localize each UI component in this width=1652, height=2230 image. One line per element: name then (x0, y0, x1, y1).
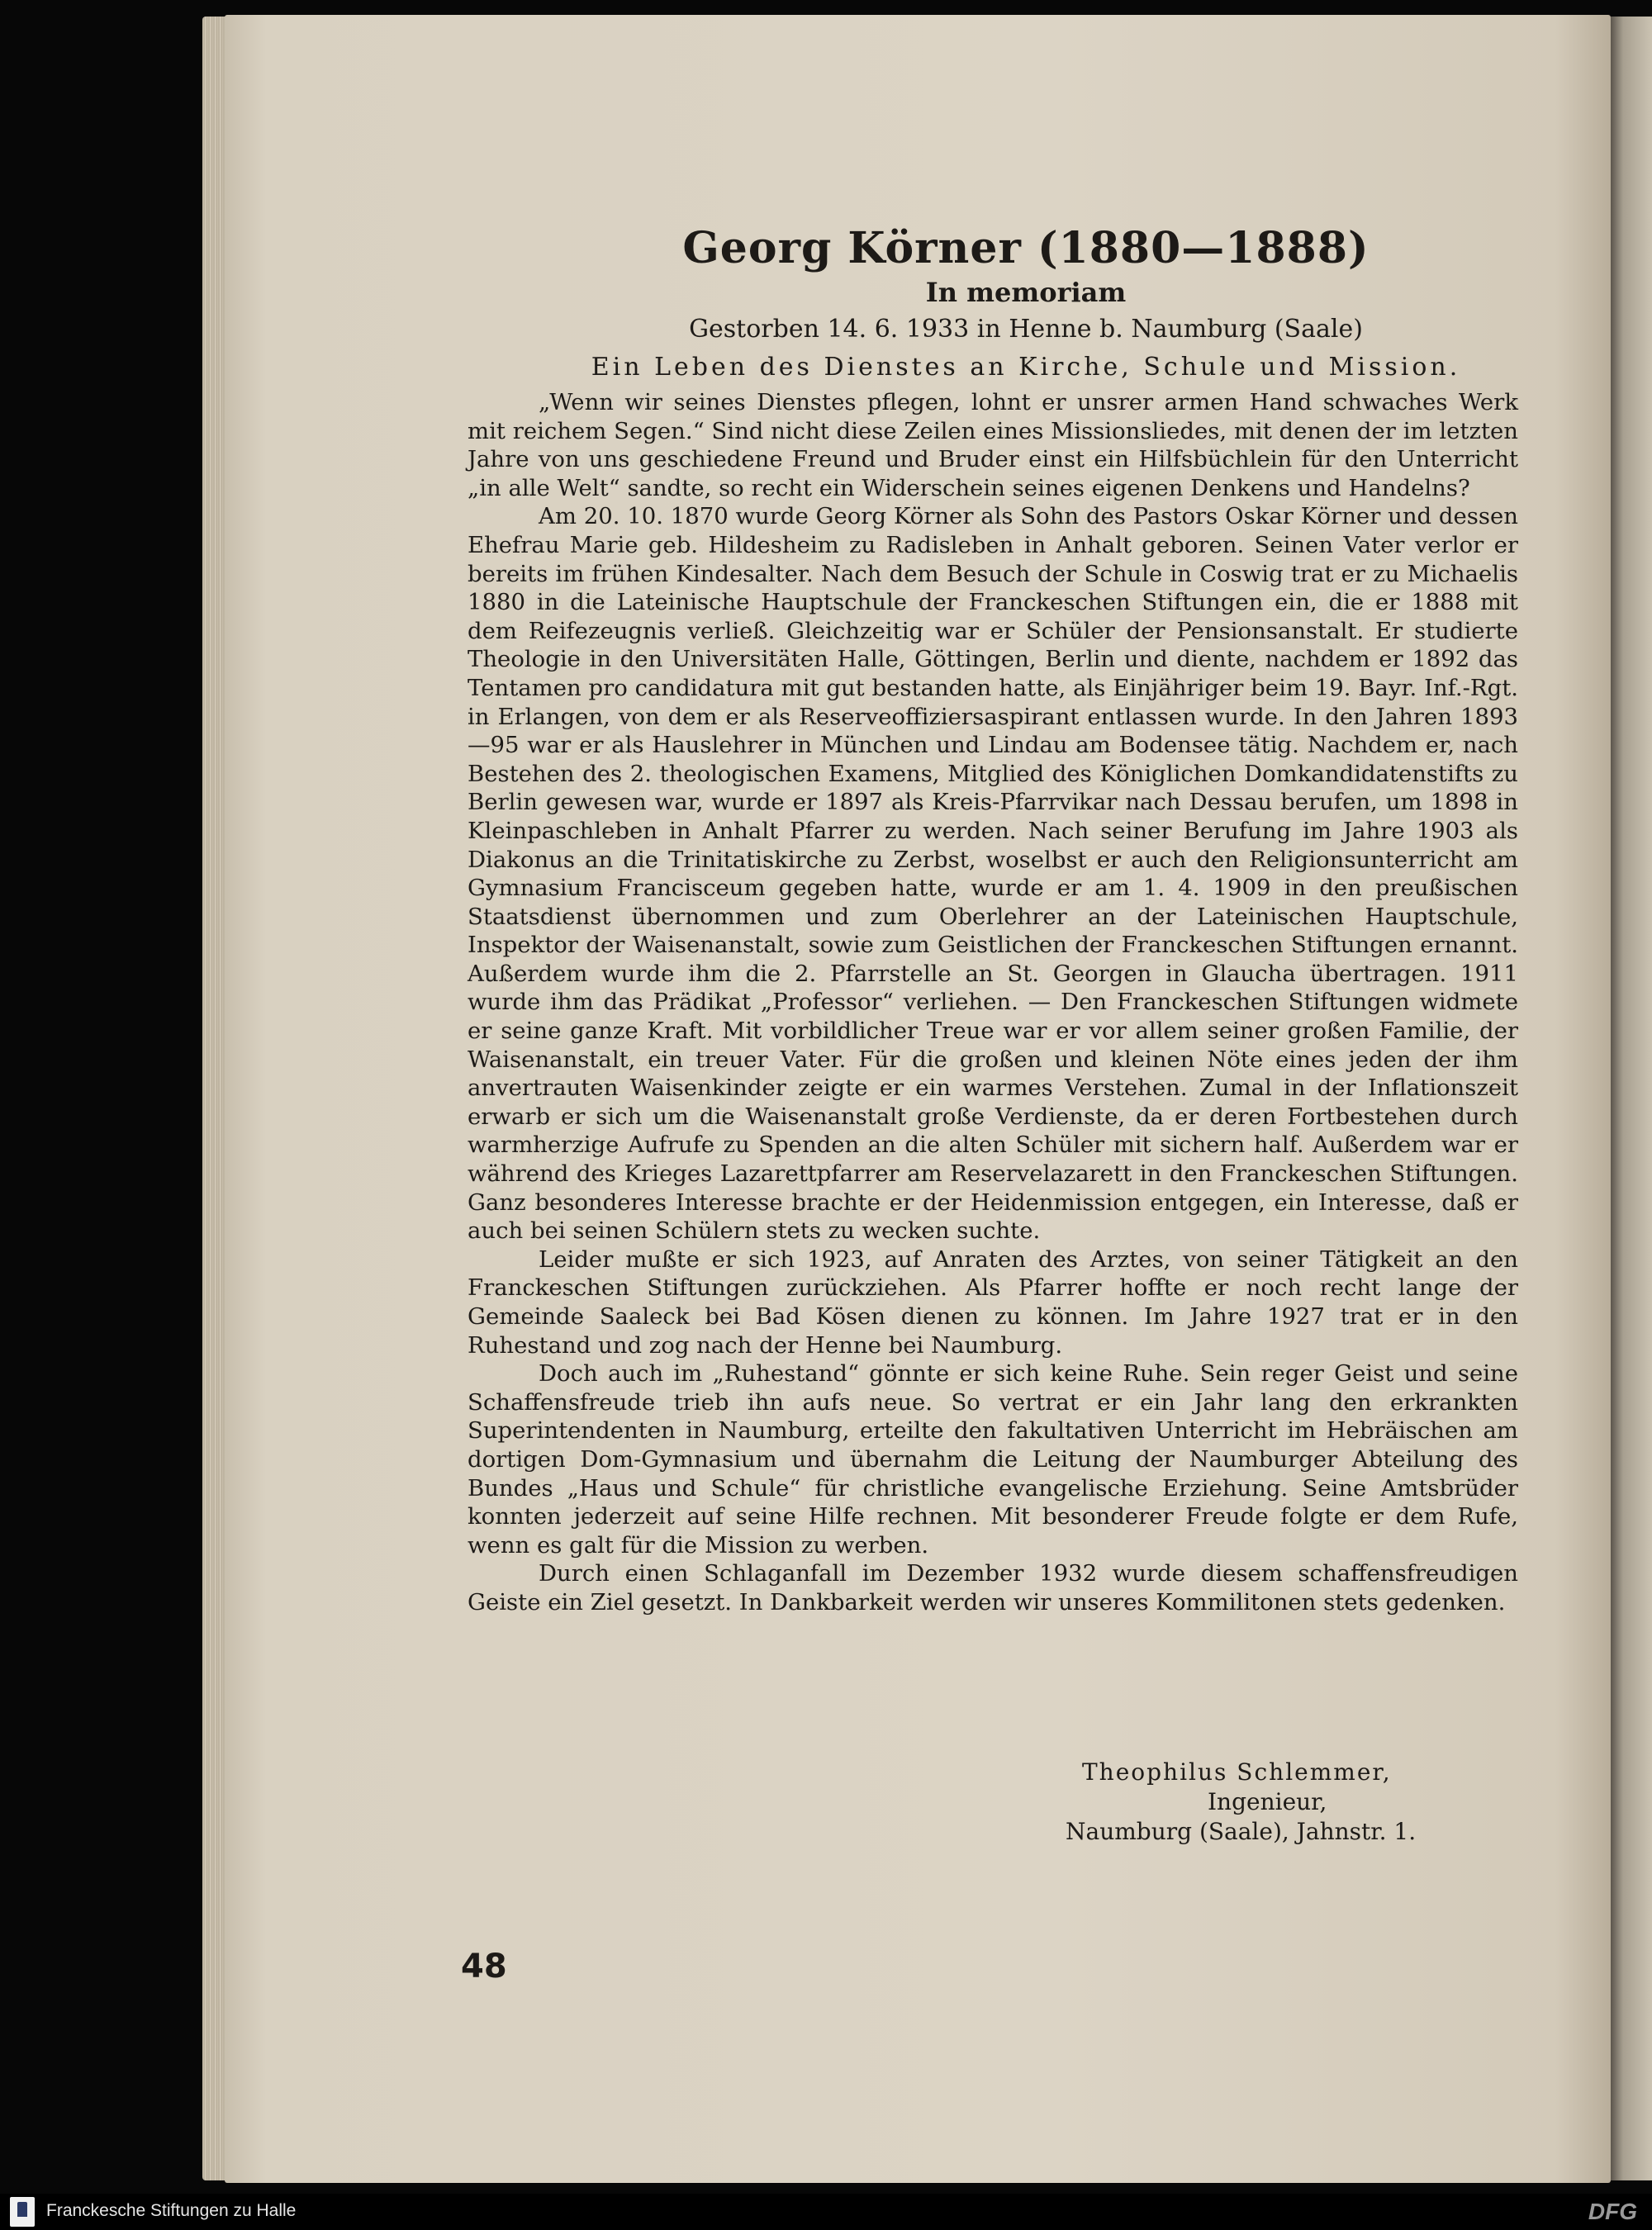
paragraph: Leider mußte er sich 1923, auf Anraten des Arztes, von seiner Tätigkeit an den Franckeschen Stiftungen zurückziehen. Als Pfarrer hoffte er noch recht lange der Gemeinde Saaleck bei Bad Kösen dienen zu können. Im Jahre 1927 trat er in den Ruhestand und zog nach der Henne bei Naumburg. (468, 1245, 1518, 1359)
paragraph: Durch einen Schlaganfall im Dezember 1932 wurde diesem schaffensfreudigen Geiste ein Ziel gesetzt. In Dankbarkeit werden wir unseres Kommilitonen stets gedenken. (468, 1560, 1518, 1616)
article-motto: Ein Leben des Dienstes an Kirche, Schule und Mission. (591, 353, 1461, 382)
signature-address: Naumburg (Saale), Jahnstr. 1. (1066, 1818, 1417, 1845)
signature-role: Ingenieur, (1208, 1788, 1327, 1815)
signature-name: Theophilus Schlemmer, (1082, 1758, 1392, 1786)
viewer-footer-bar (0, 2194, 1652, 2230)
paragraph: Am 20. 10. 1870 wurde Georg Körner als Sohn des Pastors Oskar Körner und dessen Ehefrau Marie geb. Hildesheim zu Radisleben in Anhalt geboren. Seinen Vater verlor er bereits im frühen Kindesalter. Nach dem Besuch der Schule in Coswig trat er zu Michaelis 1880 in die Lateinische Hauptschule der Franckeschen Stiftungen ein, die er 1888 mit dem Reifezeugnis verließ. Gleichzeitig war er Schüler der Pensionsanstalt. Er studierte Theologie in den Universitäten Halle, Göttingen, Berlin und diente, nachdem er 1892 das Tentamen pro candidatura mit gut bestanden hatte, als Einjähriger beim 19. Bayr. Inf.-Rgt. in Erlangen, von dem er als Reserveoffiziersaspirant entlassen wurde. In den Jahren 1893—95 war er als Hauslehrer in München und Lindau am Bodensee tätig. Nachdem er, nach Bestehen des 2. theologischen Examens, Mitglied des Königlichen Domkandidatenstifts zu Berlin gewesen war, wurde er 1897 als Kreis-Pfarrvikar nach Dessau berufen, um 1898 in Kleinpaschleben in Anhalt Pfarrer zu werden. Nach seiner Berufung im Jahre 1903 als Diakonus an die Trinitatiskirche zu Zerbst, woselbst er auch den Religionsunterricht am Gymnasium Francisceum gegeben hatte, wurde er am 1. 4. 1909 in den preußischen Staatsdienst übernommen und zum Oberlehrer an der Lateinischen Hauptschule, Inspektor der Waisenanstalt, sowie zum Geistlichen der Franckeschen Stiftungen ernannt. Außerdem wurde ihm die 2. Pfarrstelle an St. Georgen in Glaucha übertragen. 1911 wurde ihm das Prädikat „Professor“ verliehen. — Den Franckeschen Stiftungen widmete er seine ganze Kraft. Mit vorbildlicher Treue war er vor allem seiner großen Familie, der Waisenanstalt, ein treuer Vater. Für die großen und kleinen Nöte eines jeden der ihm anvertrauten Waisenkinder zeigte er ein warmes Verstehen. Zumal in der Inflationszeit erwarb er sich um die Waisenanstalt große Verdienste, da er deren Fortbestehen durch warmherzige Aufrufe zu Spenden an die alten Schüler mit sichern half. Außerdem war er während des Krieges Lazarettpfarrer am Reservelazarett in den Franckeschen Stiftungen. Ganz besonderes Interesse brachte er der Heidenmission entgegen, ein Interesse, daß er auch bei seinen Schülern stets zu wecken suchte. (468, 503, 1518, 1245)
facing-page-edge (1611, 17, 1652, 2180)
memorial-article (468, 221, 1518, 1617)
franckesche-stiftungen-logo-icon[interactable] (10, 2197, 35, 2227)
article-title: Georg Körner (1880—1888) (682, 223, 1370, 273)
dfg-logo[interactable]: DFG (1588, 2199, 1637, 2224)
article-subtitle: In memoriam (925, 277, 1127, 308)
paragraph: „Wenn wir seines Dienstes pflegen, lohnt er unsrer armen Hand schwaches Werk mit reichem Segen.“ Sind nicht diese Zeilen eines Missionsliedes, mit denen der im letzten Jahre von uns geschiedene Freund und Bruder einst ein Hilfsbüchlein für den Unterricht „in alle Welt“ sandte, so recht ein Widerschein seines eigenen Denkens und Handelns? (468, 389, 1518, 501)
institution-name[interactable]: Franckesche Stiftungen zu Halle (46, 2201, 297, 2220)
article-body (468, 388, 1518, 1617)
page-number: 48 (461, 1948, 507, 1986)
paragraph: Doch auch im „Ruhestand“ gönnte er sich keine Ruhe. Sein reger Geist und seine Schaffensfreude trieb ihn aufs neue. So vertrat er ein Jahr lang den erkrankten Superintendenten in Naumburg, erteilte den fakultativen Unterricht im Hebräischen am dortigen Dom-Gymnasium und übernahm die Leitung der Naumburger Abteilung des Bundes „Haus und Schule“ für christliche evangelische Erziehung. Seine Amtsbrüder konnten jederzeit auf seine Hilfe rechnen. Mit besonderer Freude folgte er dem Rufe, wenn es galt für die Mission zu werben. (468, 1360, 1518, 1559)
death-notice: Gestorben 14. 6. 1933 in Henne b. Naumburg (Saale) (689, 315, 1363, 344)
signature-block (991, 1758, 1520, 1847)
